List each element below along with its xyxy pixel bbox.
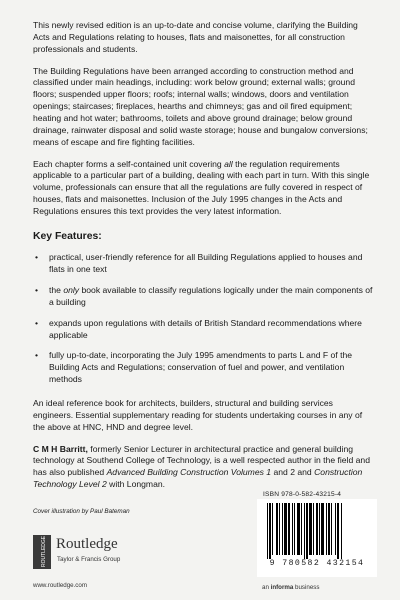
barcode-bar [341,503,342,559]
audience-paragraph: An ideal reference book for architects, builders, structural and building services engineers. Essential supplementary reading for students undertaking courses in any of the above at HNC, HND and degree level. [33,397,363,432]
barcode-bar [316,503,318,555]
informa-prefix: an [262,584,271,591]
intro-p3-start: Each chapter forms a self-contained unit covering [33,158,225,169]
barcode-digits: 9 780582 432154 [269,559,365,568]
author-bio-1: formerly Senior Lecturer in architectural practice and general building technology at Southend College of Technology, is a well respected author in the field and has also published [33,443,370,478]
barcode-bar [326,503,327,555]
barcode-bar [313,503,314,555]
intro-paragraph-2: The Building Regulations have been arranged according to construction method and classified under main headings, including: work below ground; external walls; ground floors; suspended upper floors; roofs; internal walls; windows, doors and ventilation openings; staircases; fireplaces, hearths and chimneys; gas and oil fired equipment; heating and hot water; bathrooms, toilets and above ground drainage; below ground drainage, rainwater disposal and solid waste storage; house and bungalow conversions; means of escape and fire fighting facilities. [33,65,368,147]
isbn-label: ISBN 978-0-582-43215-4 [263,491,342,498]
publisher-website: www.routledge.com [33,582,87,589]
bullet: • [35,252,39,263]
feature-text-1: practical, user-friendly reference for all Building Regulations applied to houses and flats in one text [49,252,363,275]
feature-text-3: expands upon regulations with details of British Standard recommendations where applicable [49,317,362,340]
barcode-bar [328,503,330,555]
informa-business [262,584,319,591]
barcode-bar [288,503,290,555]
publisher-logo [33,535,163,577]
informa-name: informa [270,584,294,591]
barcode-bar [301,503,302,555]
barcode-bar [292,503,293,555]
bullet: • [35,350,39,361]
routledge-mark-icon [33,535,51,569]
publisher-name: Routledge [56,536,118,552]
intro-p3-end: the regulation requirements applicable to a particular part of a building, dealing with each part in turn. With this single volume, professionals can ensure that all the regulations are fully covered in respect of houses, flats and maisonettes. Inclusion of the July 1995 changes in the Acts and Regulations ensures this text provides the very latest information. [33,158,370,217]
feature-text-4: fully up-to-date, incorporating the July 1995 amendments to parts L and F of the Building Acts and Regulations; conservation of fuel and power, and ventilation methods [49,350,353,385]
book-title-1: Advanced Building Construction Volumes 1 [106,467,272,478]
cover-credit: Cover illustration by Paul Bateman [33,508,130,515]
barcode-bar [309,503,312,555]
barcode-bar [337,503,339,559]
key-features-list [33,252,373,386]
publisher-group: Taylor & Francis Group [57,556,121,563]
feature-text-2-end: book available to classify regulations logically under the main components of a building [49,284,373,307]
barcode-bar [282,503,283,555]
mark-text: ROUTLEDGE [41,535,47,567]
key-features-heading: Key Features: [33,230,102,242]
feature-item [33,350,373,386]
intro-paragraph-1: This newly revised edition is an up-to-date and concise volume, clarifying the Building Acts and Regulations relating to houses, flats and maisonettes, for all construction professionals and students. [33,20,358,54]
barcode-bar [306,503,308,559]
barcode-bar [279,503,280,555]
barcode-bar [331,503,332,555]
back-cover-text [33,20,373,501]
barcode-bar [319,503,320,555]
barcode-bar [335,503,336,555]
barcode-icon [265,503,369,559]
barcode-bar [276,503,278,555]
barcode-bar [269,503,271,559]
feature-text-2-emphasis: only [63,284,80,295]
author-bio-2: and 2 and [271,467,315,478]
author-name: C M H Barritt, [33,443,88,454]
feature-text-2-start: the [49,284,64,295]
book-title-2: Construction Technology Level 2 [33,467,363,490]
barcode-bar [321,503,324,555]
barcode-bar [294,503,295,555]
intro-paragraph-3 [33,159,373,218]
informa-suffix: business [293,584,320,591]
barcode-bar [267,503,268,559]
bullet: • [35,284,39,295]
bullet: • [35,317,39,328]
intro-p3-emphasis: all [224,158,233,169]
author-bio-3: with Longman. [106,479,166,490]
feature-item [33,285,373,309]
barcode-bar [284,503,287,555]
barcode-bar [297,503,300,555]
barcode-bar [272,503,273,555]
feature-item [33,252,373,276]
feature-item [33,318,373,342]
isbn-barcode [257,499,377,577]
author-paragraph [33,444,373,491]
barcode-bar [304,503,305,559]
